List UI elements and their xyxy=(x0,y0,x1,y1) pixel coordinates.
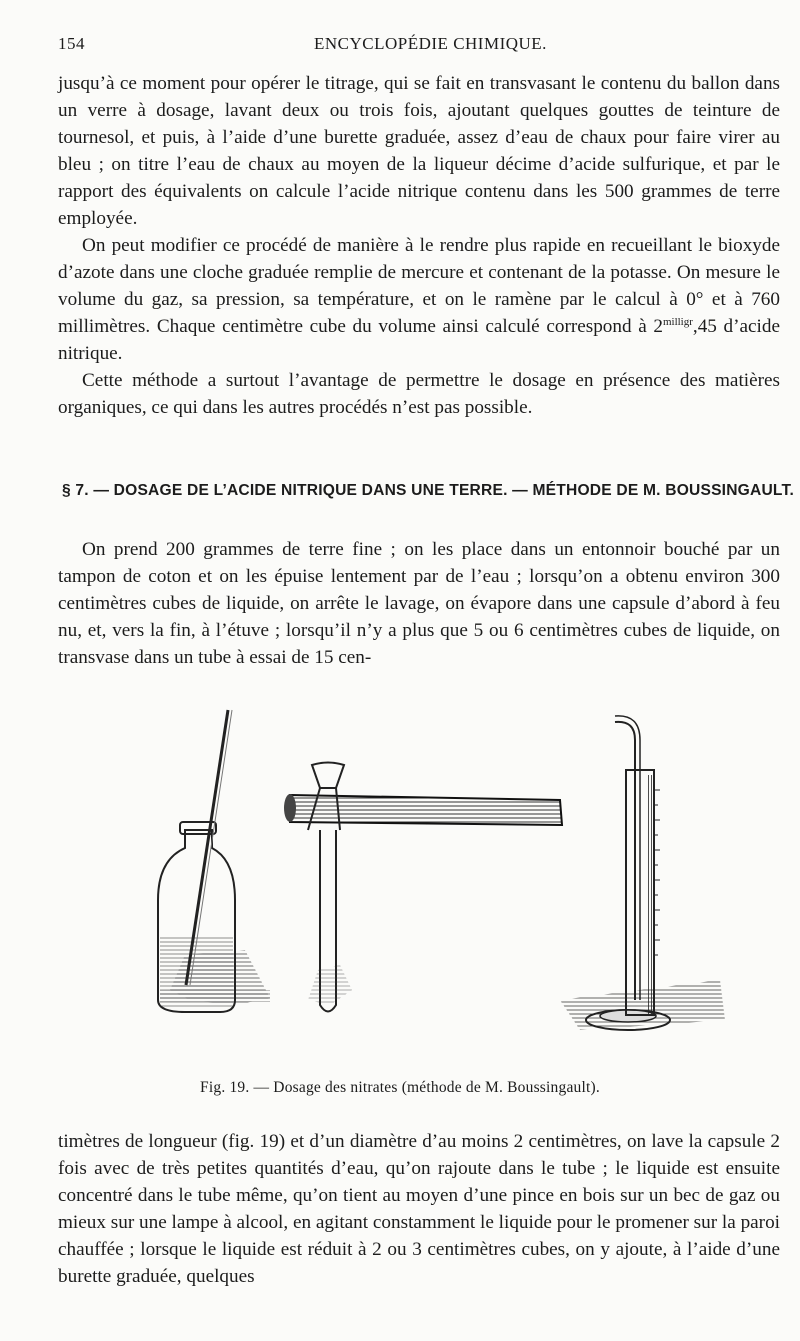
flask-with-funnel-rod xyxy=(158,710,270,1012)
section-text xyxy=(58,536,780,671)
intro-text xyxy=(58,70,780,421)
paragraph-procede: On prend 200 grammes de terre fine ; on les place dans un entonnoir bouché par un tampon de coton et on les épuise lentement par de l’eau ; lorsqu’on a obtenu environ 300 centimètres cubes de liquide, on arrête le lavage, on évapore dans une capsule d’abord à feu nu, et, vers la fin, à l’étuve ; lorsqu’il n’y a plus que 5 ou 6 centimètres cubes de liquide, on transvase dans un tube à essai de 15 cen- xyxy=(58,539,780,668)
running-title: ENCYCLOPÉDIE CHIMIQUE. xyxy=(314,34,547,53)
milligram-superscript: milligr xyxy=(662,316,693,328)
figure-caption: Fig. 19. — Dosage des nitrates (méthode de M. Boussingault). xyxy=(200,1079,600,1096)
paragraph-continuation: timètres de longueur (fig. 19) et d’un diamètre d’au moins 2 centimètres, on lave la capsule 2 fois avec de très petites quantités d’eau, qu’on rajoute dans le tube ; le liquide est ensuite concentré dans le tube même, qu’on tient au moyen d’une pince en bois sur un bec de gaz ou mieux sur une lampe à alcool, en agitant constamment le liquide pour le promener sur la paroi chauffée ; lorsque le liquide est réduit à 2 ou 3 centimètres cubes, on y ajoute, à l’aide d’une burette graduée, quelques xyxy=(58,1131,780,1287)
paragraph-titrage: jusqu’à ce moment pour opérer le titrage, qui se fait en transvasant le contenu du ballon dans un verre à dosage, lavant deux ou trois fois, ajoutant quelques gouttes de teinture de tournesol, et puis, à l’aide d’une burette graduée, assez d’eau de chaux pour faire virer au bleu ; on titre l’eau de chaux au moyen de la liqueur décime d’acide sulfurique, et par le rapport des équivalents on calcule l’acide nitrique contenu dans les 500 grammes de terre employée. xyxy=(58,73,780,229)
paragraph-modification-end: ,45 d’acide nitrique. xyxy=(58,316,780,364)
paragraph-avantage: Cette méthode a surtout l’avantage de permettre le dosage en présence des matières organiques, ce qui dans les autres procédés n’est pas possible. xyxy=(58,370,780,418)
section-heading: § 7. — DOSAGE DE L’ACIDE NITRIQUE DANS UNE TERRE. — MÉTHODE DE M. BOUSSINGAULT. xyxy=(62,482,795,499)
paragraph-modification-text: On peut modifier ce procédé de manière à le rendre plus rapide en recueillant le bioxyde d’azote dans une cloche graduée remplie de mercure et contenant de la potasse. On mesure le volume du gaz, sa pression, sa température, et on le ramène par le calcul à 0° et à 760 millimètres. Chaque centimètre cube du volume ainsi calculé correspond à 2 xyxy=(58,235,780,337)
graduated-burette-on-stand xyxy=(560,716,725,1030)
test-tube-in-clamp xyxy=(284,763,562,1012)
page-header xyxy=(58,34,778,58)
continuation-text xyxy=(58,1128,780,1290)
paragraph-modification xyxy=(58,232,780,367)
figure-19-illustration xyxy=(140,700,740,1060)
page-number: 154 xyxy=(58,34,85,53)
apparatus-engraving xyxy=(140,700,740,1060)
